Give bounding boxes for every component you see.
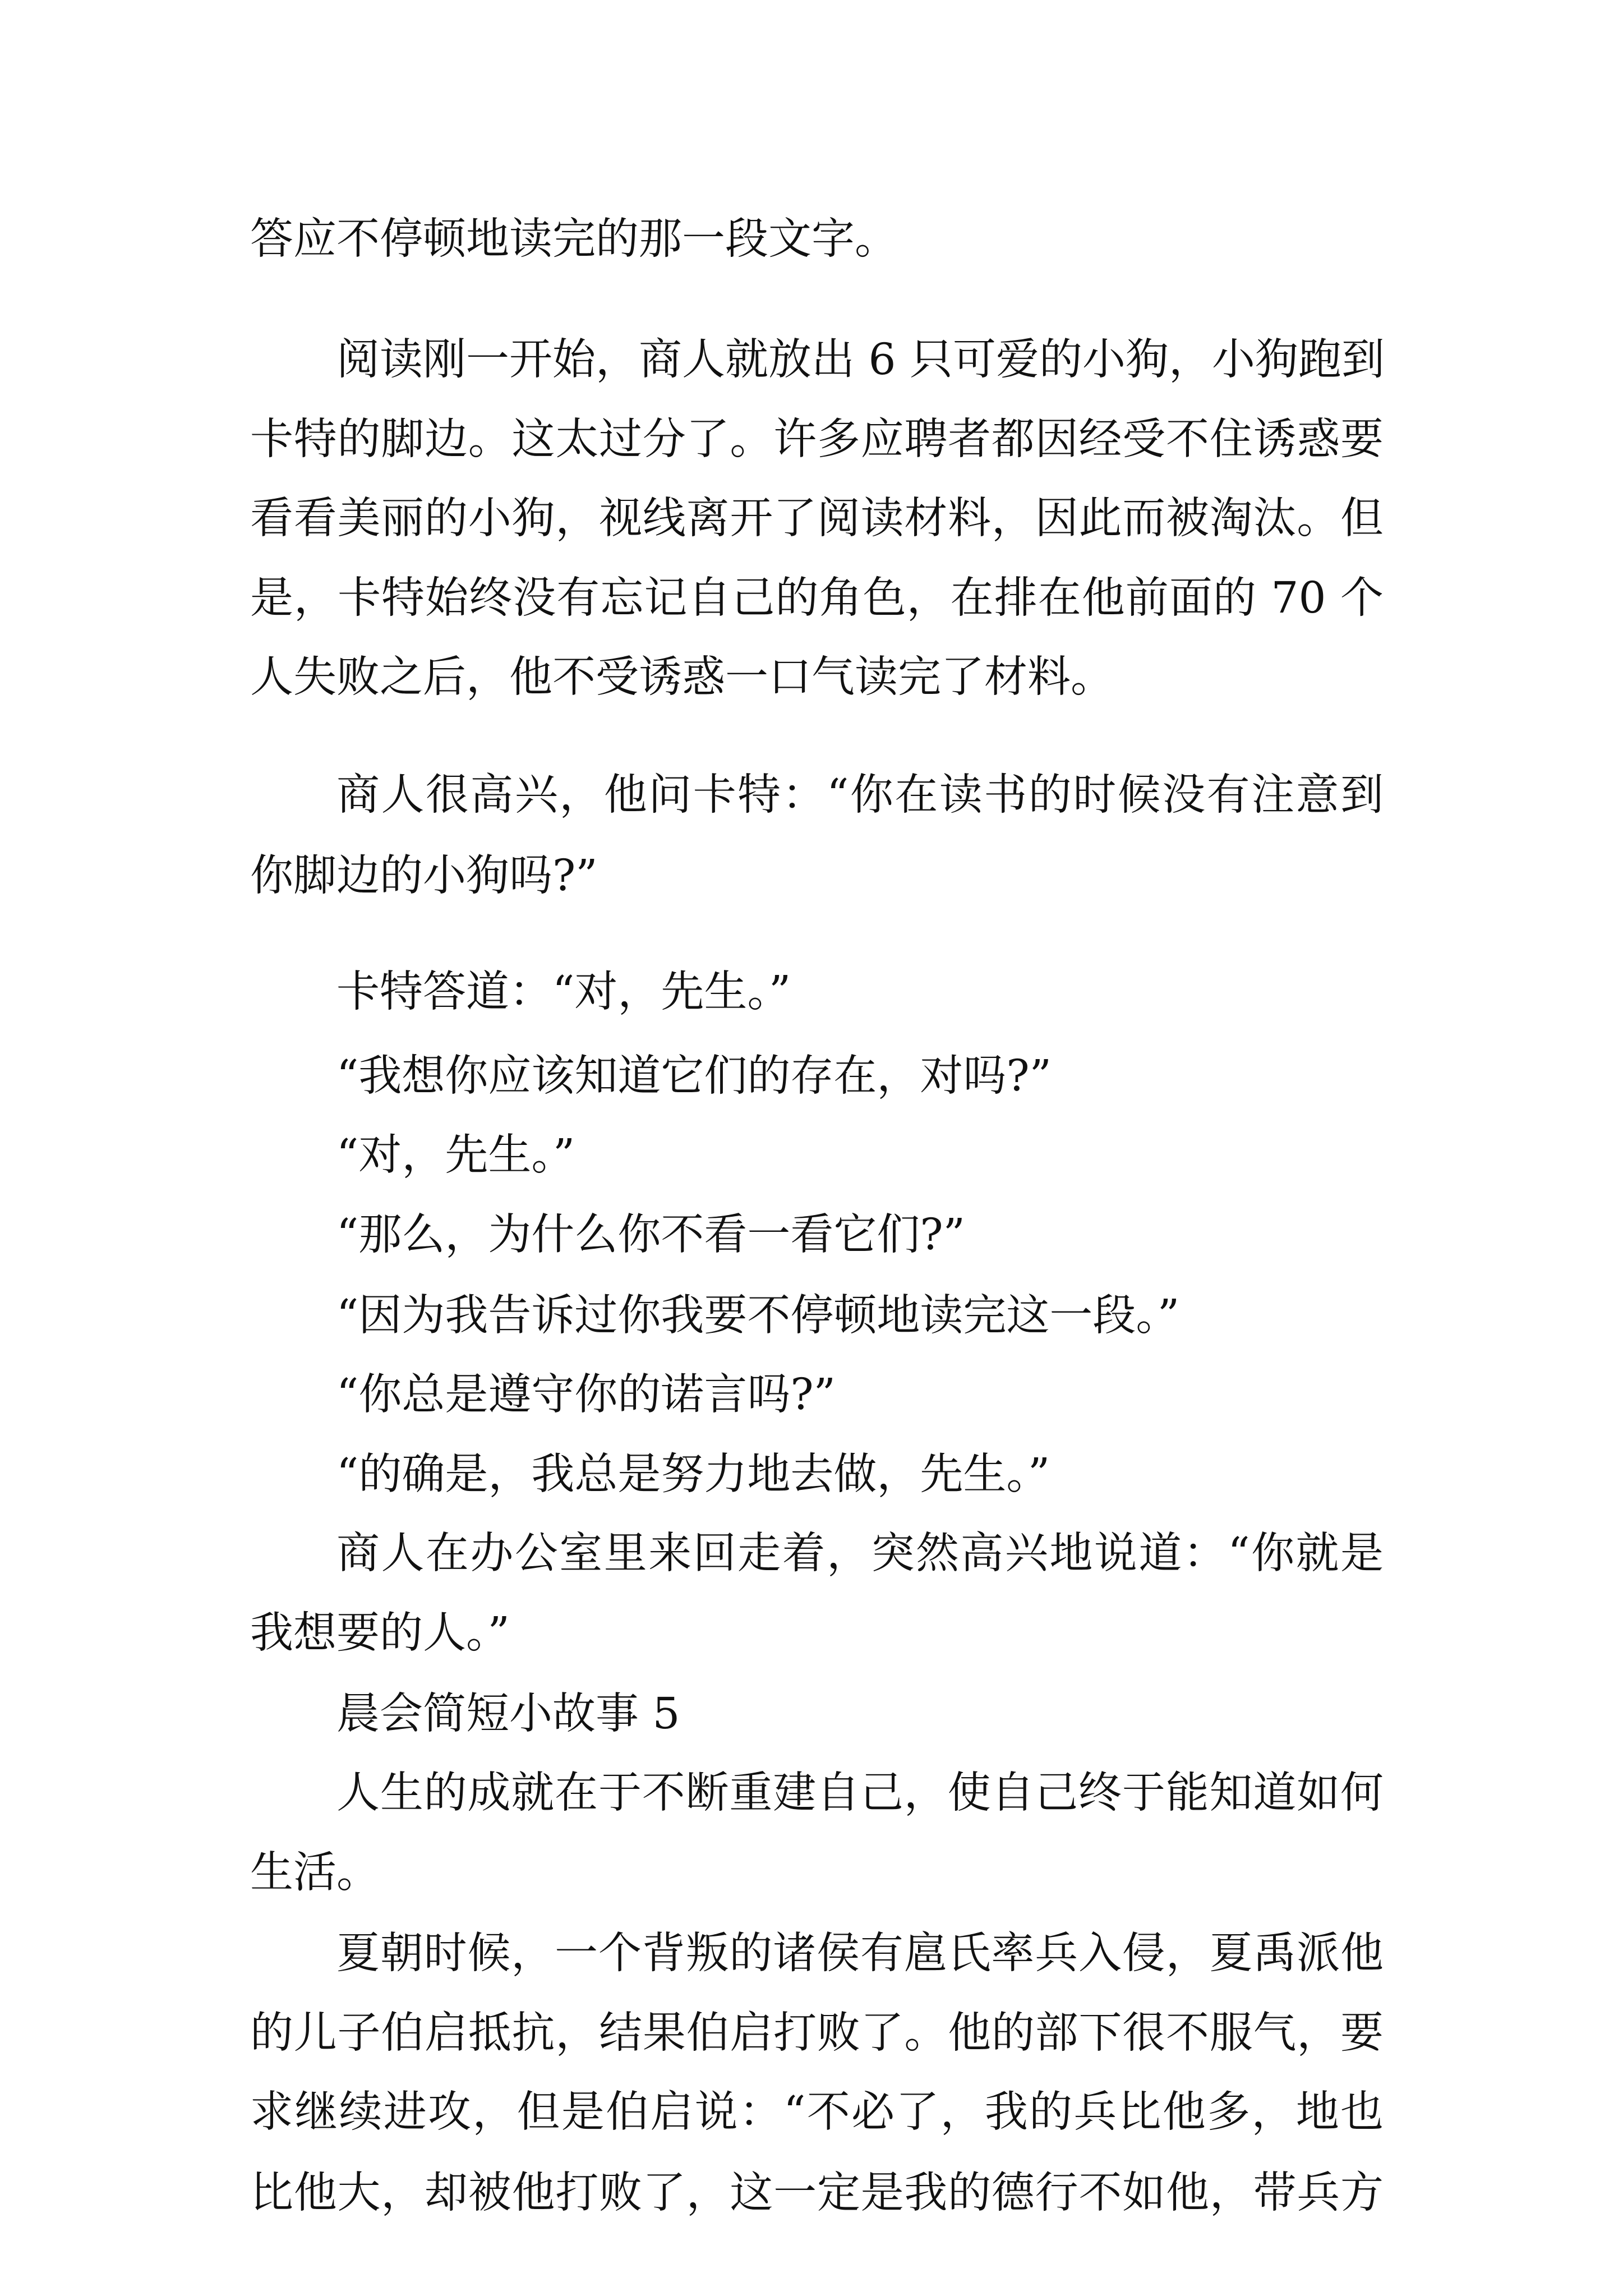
paragraph-line: 看看美丽的小狗，视线离开了阅读材料，因此而被淘汰。但 [250,494,1384,544]
paragraph-line: “你总是遵守你的诺言吗?” [336,1370,836,1420]
paragraph-line: 的儿子伯启抵抗，结果伯启打败了。他的部下很不服气，要 [250,2008,1384,2058]
paragraph-line: 你脚边的小狗吗?” [250,851,598,901]
paragraph-line: 生活。 [250,1848,380,1898]
paragraph-line: “我想你应该知道它们的存在，对吗?” [336,1051,1052,1101]
paragraph-line: “因为我告诉过你我要不停顿地读完这一段。” [336,1291,1180,1341]
paragraph-line: 卡特答道：“对，先生。” [336,967,791,1017]
paragraph-line: 答应不停顿地读完的那一段文字。 [250,214,898,264]
paragraph-line: 商人在办公室里来回走着，突然高兴地说道：“你就是 [336,1529,1384,1579]
paragraph-line: 我想要的人。” [250,1608,510,1658]
paragraph-line: 夏朝时候，一个背叛的诸侯有扈氏率兵入侵，夏禹派他 [336,1929,1384,1978]
paragraph-line: “的确是，我总是努力地去做，先生。” [336,1450,1050,1499]
paragraph-line: 求继续进攻，但是伯启说：“不必了，我的兵比他多，地也 [250,2087,1384,2137]
section-heading-text: 晨会简短小故事 5 [336,1689,680,1739]
paragraph-line: “对，先生。” [336,1130,575,1180]
paragraph-line: 比他大，却被他打败了，这一定是我的德行不如他，带兵方 [250,2168,1384,2218]
paragraph-line: 阅读刚一开始，商人就放出 6 只可爱的小狗，小狗跑到 [336,335,1385,385]
paragraph-line: 是，卡特始终没有忘记自己的角色，在排在他前面的 70 个 [250,573,1384,623]
paragraph-line: 人生的成就在于不断重建自己，使自己终于能知道如何 [336,1768,1384,1818]
paragraph-line: 人失败之后，他不受诱惑一口气读完了材料。 [250,652,1114,702]
paragraph-line: 商人很高兴，他问卡特：“你在读书的时候没有注意到 [336,770,1384,820]
paragraph-line: “那么，为什么你不看一看它们?” [336,1210,966,1260]
paragraph-line: 卡特的脚边。这太过分了。许多应聘者都因经受不住诱惑要 [250,415,1384,464]
